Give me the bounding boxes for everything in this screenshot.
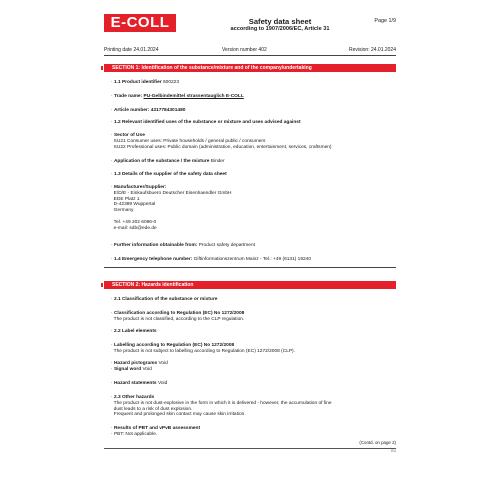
email-link[interactable]: e-mail: sdb@ede.de	[113, 225, 157, 231]
printing-date: Printing date 24.01.2024	[104, 47, 159, 53]
supplier-details: · 1.3 Details of the supplier of the safety data sheet	[111, 172, 227, 177]
page-number: Page 1/9	[374, 18, 396, 24]
article-number: · Article number: 4317784301480	[111, 108, 186, 113]
application: · Application of the substance / the mixture Binder	[111, 159, 225, 164]
product-identifier: · 1.1 Product identifier 600223	[111, 80, 180, 85]
document-title: Safety data sheet	[248, 17, 312, 26]
pbt-assessment: · Results of PBT and vPvB assessment · PBT: Not applicable.	[111, 426, 201, 437]
section-1-title: SECTION 1: Identification of the substance/mixture and of the company/undertaking	[112, 65, 312, 71]
classification-regulation: · Classification according to Regulation (EC) No 1272/2008 The product is not classified, according to the CLP regulation.	[111, 311, 245, 322]
sector-of-use: · Sector of Use SU21 Consumer uses: Private households / general public / consumers SU22 Professional uses: Public domain (administration, education, entertainment, services, craftsmen)	[111, 133, 332, 150]
footer-rule	[104, 448, 396, 449]
label-elements: · 2.2 Label elements	[111, 329, 157, 334]
section-1-end-rule	[104, 267, 396, 268]
classification: · 2.1 Classification of the substance or mixture	[111, 297, 218, 302]
emergency-number: · 1.4 Emergency telephone number: Giftinformationszentrum Mainz - Tel.: +49 (6131) 19240	[111, 257, 312, 262]
further-information: · Further information obtainable from: Product safety department	[111, 243, 255, 248]
company-logo: E-COLL	[104, 14, 176, 32]
section-2-title: SECTION 2: Hazards identification	[112, 282, 194, 288]
continued-note: (Contd. on page 2)	[359, 440, 396, 445]
header-rule	[104, 55, 396, 56]
relevant-uses: · 1.2 Relevant identified uses of the substance or mixture and uses advised against	[111, 120, 301, 125]
section-1-header	[104, 64, 396, 72]
section-marker	[101, 66, 103, 70]
revision-date: Revision: 24.01.2024	[349, 47, 396, 53]
hazard-statements: · Hazard statements Void	[111, 381, 168, 386]
document-subtitle: according to 1907/2006/EC, Article 31	[230, 26, 330, 32]
manufacturer-block: · Manufacturer/Supplier: E/D/E - Einkaufsbuero Deutscher Eisenhaendler GmbH EDE Platz 1 D-42389 Wuppertal Germany Tel. +49 202 6096-0 e-mail: sdb@ede.de	[111, 185, 232, 231]
section-2-header	[104, 281, 396, 289]
section-marker	[101, 283, 103, 287]
trade-name: · Trade name: PU-Gelbindemittel strassentauglich E-COLL	[111, 94, 244, 99]
footer-tag: EU	[391, 449, 396, 453]
hazard-pictograms: · Hazard pictograms Void · Signal word Void	[111, 361, 168, 372]
labelling-regulation: · Labelling according to Regulation (EC) No 1272/2008 The product is not subject to labelling according to Regulation (EC) 1272/2008 (CLP).	[111, 343, 295, 354]
other-hazards: · 2.3 Other hazards The product is not dust-explosive in the form in which it is delivered - however, the accumulation of fine dust leads to a risk of dust explosion. Frequent and prolonged skin contact may cause skin irritation.	[111, 395, 332, 418]
version-number: Version number 402	[222, 47, 267, 53]
